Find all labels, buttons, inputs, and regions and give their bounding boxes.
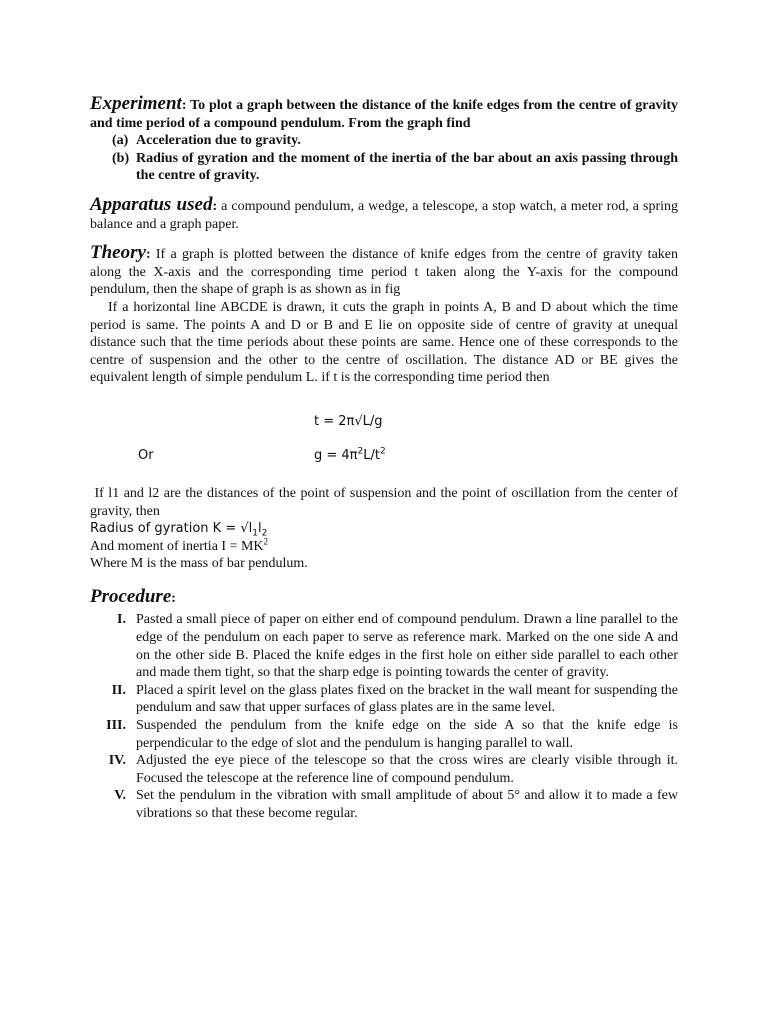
procedure-step bbox=[90, 787, 678, 822]
or-label: Or bbox=[138, 447, 154, 463]
procedure-section-title bbox=[90, 587, 678, 608]
procedure-list bbox=[90, 611, 678, 822]
procedure-step-number: IV. bbox=[108, 753, 126, 769]
theory-paragraph-3: If l1 and l2 are the distances of the point of suspension and the point of oscillation from the center of gravity, then bbox=[90, 485, 679, 519]
apparatus-heading: Apparatus used bbox=[90, 193, 213, 215]
procedure-step bbox=[90, 752, 678, 787]
apparatus-section bbox=[90, 195, 678, 233]
period-formula: t = 2π√L/g bbox=[314, 413, 383, 429]
experiment-list bbox=[90, 132, 678, 185]
document-page bbox=[90, 94, 678, 823]
procedure-step-text: Placed a spirit level on the glass plates fixed on the bracket in the wall meant for suspending the pendulum and saw that upper surfaces of glass plates are in the same level. bbox=[136, 682, 678, 716]
procedure-colon: : bbox=[171, 590, 176, 606]
procedure-heading: Procedure bbox=[90, 585, 172, 607]
procedure-step-text: Suspended the pendulum from the knife edge on the side A so that the knife edge is perpendicular to the edge of slot and the pendulum is hanging parallel to wall. bbox=[136, 718, 678, 751]
experiment-intro: To plot a graph between the distance of the knife edges from the centre of gravity and time period of a compound pendulum. From the graph find bbox=[90, 98, 678, 131]
procedure-step-number: III. bbox=[106, 718, 126, 734]
theory-colon: : bbox=[145, 247, 151, 263]
formula-block bbox=[90, 395, 678, 465]
experiment-item-marker: (a) bbox=[112, 133, 129, 149]
experiment-item-a bbox=[90, 132, 678, 150]
apparatus-text: a compound pendulum, a wedge, a telescope, a stop watch, a meter rod, a spring balance and a graph paper. bbox=[90, 198, 678, 232]
inertia-formula: And moment of inertia $I = MK^2$ bbox=[90, 536, 269, 554]
experiment-heading: Experiment bbox=[90, 93, 182, 114]
procedure-step-text: Pasted a small piece of paper on either end of compound pendulum. Drawn a line parallel to the edge of the pendulum on each paper to serve as reference mark. Marked on the one side A and on the other side B. Placed the knife edges in the first hole on either side parallel to each other and made them tight, so that the sharp edge is pointing towards the center of gravity. bbox=[136, 612, 678, 681]
experiment-colon: : bbox=[181, 98, 187, 113]
procedure-step bbox=[90, 717, 678, 752]
experiment-item-text: Radius of gyration and the moment of the inertia of the bar about an axis passing through the centre of gravity. bbox=[136, 150, 678, 184]
procedure-step-number: V. bbox=[114, 788, 126, 804]
experiment-item-text: Acceleration due to gravity. bbox=[136, 133, 301, 149]
theory-paragraph-2: If a horizontal line ABCDE is drawn, it cuts the graph in points A, B and D about which the time period is same. The points A and D or B and E lie on opposite side of centre of gravity at unequal distance such that the time periods about these points are same. Hence one of these corresponds to the centre of suspension and the other to the centre of oscillation. The distance AD or BE gives the equivalent length of simple pendulum L. if t is the corresponding time period then bbox=[90, 299, 678, 386]
procedure-step-text: Set the pendulum in the vibration with small amplitude of about 5° and allow it to made a few vibrations so that these become regular. bbox=[136, 788, 678, 821]
mass-definition: Where M is the mass of bar pendulum. bbox=[90, 556, 308, 572]
procedure-step-number: I. bbox=[117, 612, 126, 628]
gravity-formula: $g = 4\pi^2L/t^2$ bbox=[314, 446, 386, 463]
procedure-step-number: II. bbox=[111, 682, 126, 698]
theory-paragraph-1: If a graph is plotted between the distance of knife edges from the centre of gravity taken along the X-axis and the corresponding time period t taken along the Y-axis for the compound pendulum, then the shape of graph is as shown as in fig bbox=[90, 247, 678, 298]
experiment-item-marker: (b) bbox=[112, 150, 130, 166]
apparatus-colon: : bbox=[212, 198, 218, 214]
procedure-step bbox=[90, 682, 678, 717]
procedure-step-text: Adjusted the eye piece of the telescope so that the cross wires are clearly visible through it. Focused the telescope at the reference line of compound pendulum. bbox=[136, 753, 678, 786]
procedure-step bbox=[90, 611, 678, 681]
gyration-formula: Radius of gyration $K = √l_1l_2$ bbox=[90, 521, 268, 539]
experiment-section bbox=[90, 94, 678, 132]
experiment-item-b bbox=[90, 150, 678, 185]
theory-section bbox=[90, 243, 678, 299]
theory-heading: Theory bbox=[90, 242, 146, 264]
